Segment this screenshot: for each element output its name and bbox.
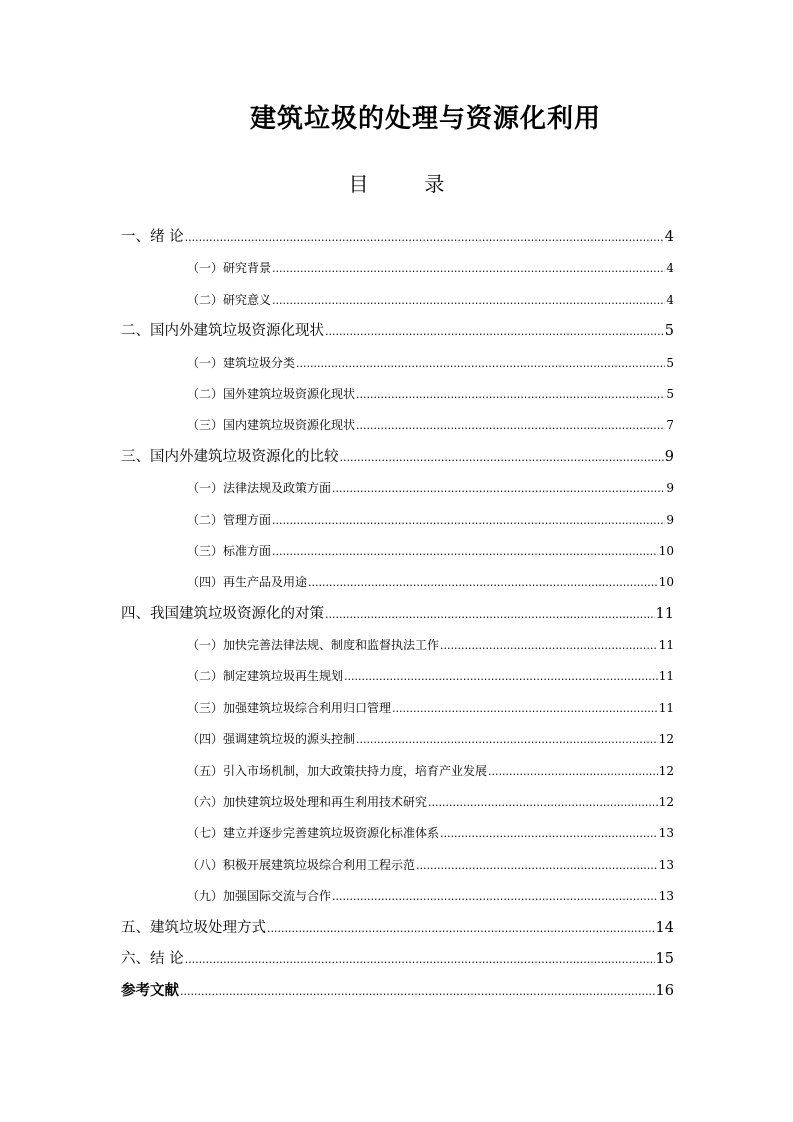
toc-entry-label: 国内外建筑垃圾资源化的比较 <box>150 448 339 465</box>
toc-leader-dots <box>356 410 665 441</box>
toc-entry-number: （一） <box>187 261 224 276</box>
toc-entry[interactable] <box>121 913 674 944</box>
toc-entry-label: 结 论 <box>150 950 184 967</box>
toc-leader-dots <box>356 724 658 755</box>
toc-heading-char-1: 目 <box>348 172 369 196</box>
toc-leader-dots <box>272 536 658 567</box>
toc-leader-dots <box>488 756 658 787</box>
toc-leader-dots <box>340 442 664 473</box>
toc-entry-label: 参考文献 <box>121 982 179 1000</box>
toc-entry-number: （二） <box>187 669 224 684</box>
toc-leader-dots <box>185 222 664 253</box>
toc-entry-number: 六、 <box>121 950 150 967</box>
toc-entry[interactable] <box>121 630 674 661</box>
toc-entry-page: 15 <box>655 950 674 967</box>
toc-entry[interactable] <box>121 348 674 379</box>
table-of-contents <box>121 222 674 1007</box>
toc-entry-page: 4 <box>666 261 674 276</box>
toc-leader-dots <box>325 316 664 347</box>
toc-entry[interactable] <box>121 285 674 316</box>
toc-entry-number: （八） <box>187 857 224 872</box>
toc-entry-number: （二） <box>187 386 224 401</box>
toc-entry-page: 11 <box>658 638 674 653</box>
toc-entry-number: （一） <box>187 481 224 496</box>
toc-entry-label: 强调建筑垃圾的源头控制 <box>223 732 356 747</box>
toc-leader-dots <box>344 661 658 692</box>
toc-leader-dots <box>392 693 658 724</box>
toc-entry-number: 五、 <box>121 919 150 936</box>
toc-entry-page: 13 <box>658 889 674 904</box>
toc-leader-dots <box>267 913 655 944</box>
toc-entry[interactable] <box>121 599 674 630</box>
toc-entry-label: 研究背景 <box>223 261 272 276</box>
toc-leader-dots <box>296 348 665 379</box>
toc-leader-dots <box>272 505 665 536</box>
toc-entry-label: 加强建筑垃圾综合利用归口管理 <box>223 700 392 715</box>
toc-entry-label: 建立并逐步完善建筑垃圾资源化标准体系 <box>223 826 440 841</box>
toc-leader-dots <box>440 630 658 661</box>
toc-entry[interactable] <box>121 567 674 598</box>
toc-entry[interactable] <box>121 787 674 818</box>
toc-entry-page: 5 <box>666 355 674 370</box>
toc-entry[interactable] <box>121 881 674 912</box>
toc-entry-label: 加强国际交流与合作 <box>223 889 332 904</box>
toc-entry[interactable] <box>121 316 674 347</box>
toc-entry-label: 国外建筑垃圾资源化现状 <box>223 386 356 401</box>
toc-entry[interactable] <box>121 410 674 441</box>
toc-entry-page: 9 <box>664 448 674 465</box>
toc-entry-number: （二） <box>187 292 224 307</box>
toc-entry[interactable] <box>121 505 674 536</box>
toc-entry-label: 加快完善法律法规、制度和监督执法工作 <box>223 638 440 653</box>
toc-leader-dots <box>180 976 655 1007</box>
toc-entry[interactable] <box>121 693 674 724</box>
toc-entry-page: 9 <box>666 512 674 527</box>
toc-entry-label: 我国建筑垃圾资源化的对策 <box>150 605 324 622</box>
toc-entry[interactable] <box>121 818 674 849</box>
toc-leader-dots <box>332 473 665 504</box>
toc-leader-dots <box>440 818 658 849</box>
toc-leader-dots <box>272 285 665 316</box>
toc-entry-label: 引入市场机制，加大政策扶持力度，培育产业发展 <box>223 763 488 778</box>
toc-entry-page: 4 <box>664 229 674 245</box>
toc-entry-page: 9 <box>666 481 674 496</box>
toc-entry[interactable] <box>121 253 674 284</box>
toc-entry-number: （五） <box>187 763 224 778</box>
toc-heading <box>0 168 793 197</box>
toc-entry-label: 国内建筑垃圾资源化现状 <box>223 418 356 433</box>
toc-entry-number: （七） <box>187 826 224 841</box>
toc-leader-dots <box>308 567 658 598</box>
toc-entry-page: 11 <box>658 700 674 715</box>
toc-entry-label: 积极开展建筑垃圾综合利用工程示范 <box>223 857 416 872</box>
toc-entry-page: 13 <box>658 857 674 872</box>
toc-entry-number: （九） <box>187 889 224 904</box>
toc-entry-label: 再生产品及用途 <box>223 575 308 590</box>
toc-entry-page: 5 <box>664 323 674 340</box>
toc-entry-page: 11 <box>655 605 674 622</box>
toc-entry-number: 四、 <box>121 605 150 622</box>
toc-entry-page: 10 <box>658 543 674 558</box>
toc-entry[interactable] <box>121 222 674 253</box>
toc-entry-page: 11 <box>658 669 674 684</box>
toc-entry-page: 12 <box>658 795 674 810</box>
toc-entry-label: 绪 论 <box>150 229 184 245</box>
toc-entry-label: 法律法规及政策方面 <box>223 481 332 496</box>
toc-entry-number: （三） <box>187 543 224 558</box>
toc-entry-number: （三） <box>187 418 224 433</box>
toc-entry-page: 13 <box>658 826 674 841</box>
toc-entry-number: 二、 <box>121 323 150 340</box>
toc-entry-page: 7 <box>666 418 674 433</box>
toc-entry-number: 一、 <box>121 229 150 245</box>
toc-entry-page: 16 <box>655 983 674 1000</box>
toc-entry-page: 12 <box>658 763 674 778</box>
toc-entry-label: 管理方面 <box>223 512 272 527</box>
toc-entry-number: （四） <box>187 732 224 747</box>
toc-entry-number: （六） <box>187 795 224 810</box>
toc-leader-dots <box>185 944 655 975</box>
toc-entry-label: 建筑垃圾处理方式 <box>150 919 266 936</box>
toc-entry-label: 标准方面 <box>223 543 272 558</box>
toc-entry-page: 10 <box>658 575 674 590</box>
toc-entry[interactable] <box>121 536 674 567</box>
toc-entry-label: 建筑垃圾分类 <box>223 355 296 370</box>
toc-leader-dots <box>428 787 658 818</box>
toc-entry-page: 14 <box>655 919 674 936</box>
toc-entry-label: 加快建筑垃圾处理和再生利用技术研究 <box>223 795 428 810</box>
toc-entry-page: 12 <box>658 732 674 747</box>
toc-entry-page: 4 <box>666 292 674 307</box>
toc-entry[interactable] <box>121 661 674 692</box>
toc-leader-dots <box>272 253 665 284</box>
toc-entry[interactable] <box>121 975 674 1006</box>
document-title: 建筑垃圾的处理与资源化利用 <box>249 104 601 134</box>
toc-leader-dots <box>325 599 655 630</box>
toc-heading-char-2: 录 <box>424 172 445 196</box>
toc-entry[interactable] <box>121 442 674 473</box>
toc-entry-label: 国内外建筑垃圾资源化现状 <box>150 323 324 340</box>
toc-entry[interactable] <box>121 379 674 410</box>
toc-entry[interactable] <box>121 850 674 881</box>
toc-leader-dots <box>332 881 658 912</box>
toc-entry[interactable] <box>121 756 674 787</box>
toc-leader-dots <box>356 379 665 410</box>
toc-entry-label: 研究意义 <box>223 292 272 307</box>
toc-entry-number: （二） <box>187 512 224 527</box>
toc-entry-number: （一） <box>187 355 224 370</box>
toc-entry-page: 5 <box>666 386 674 401</box>
toc-entry[interactable] <box>121 944 674 975</box>
toc-entry-label: 制定建筑垃圾再生规划 <box>223 669 344 684</box>
toc-entry-number: （四） <box>187 575 224 590</box>
toc-entry-number: 三、 <box>121 448 150 465</box>
toc-entry[interactable] <box>121 724 674 755</box>
toc-leader-dots <box>416 850 658 881</box>
toc-entry[interactable] <box>121 473 674 504</box>
toc-entry-number: （三） <box>187 700 224 715</box>
toc-entry-number: （一） <box>187 638 224 653</box>
